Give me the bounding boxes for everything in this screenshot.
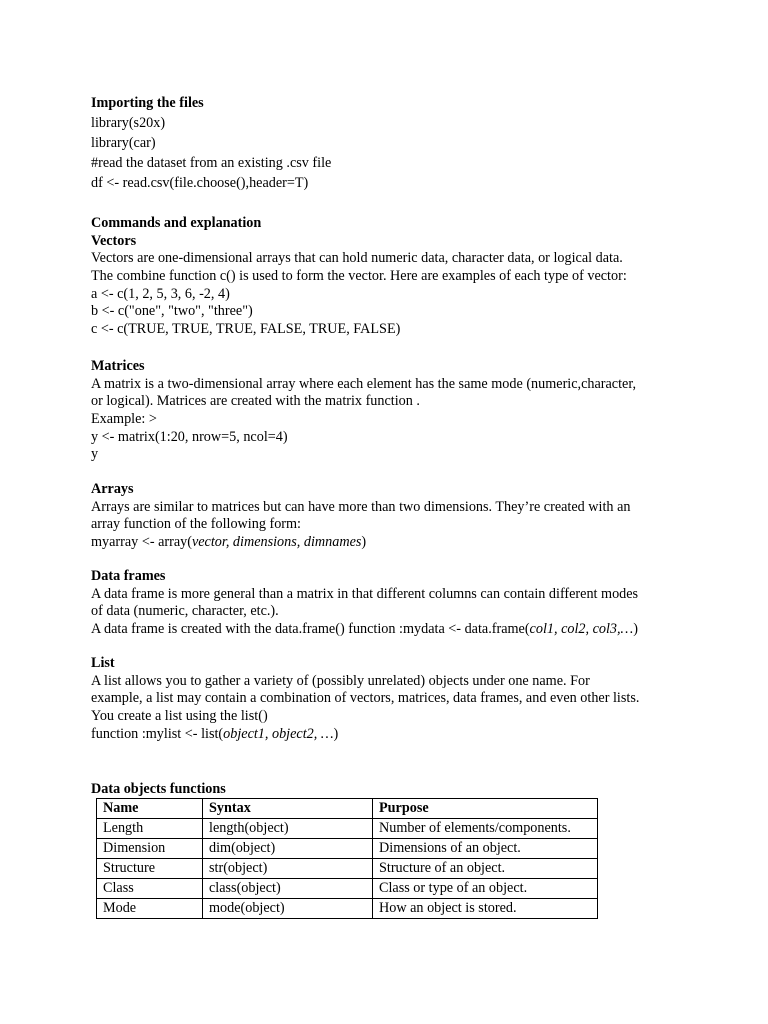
dataframes-section [91,568,681,639]
functions-section [91,779,681,799]
text-line: Vectors are one-dimensional arrays that can hold numeric data, character data, or logical data. [91,250,623,267]
column-header-name: Name [97,799,203,819]
table-row [97,879,598,899]
list-section [91,655,681,743]
code-line: a <- c(1, 2, 5, 3, 6, -2, 4) [91,285,230,302]
vectors-section [91,215,681,339]
code-args: col1, col2, col3,… [529,621,634,638]
code-suffix: ) [633,621,638,638]
table-row [97,839,598,859]
code-args: object1, object2, … [223,725,334,742]
table-cell: Structure of an object. [373,859,598,879]
text-line [91,621,681,639]
importing-section [91,93,681,193]
text-line: Arrays are similar to matrices but can have more than two dimensions. They’re created with an [91,498,631,515]
code-line [91,534,681,552]
functions-table [96,798,598,919]
table-cell: Structure [97,859,203,879]
table-cell: Dimensions of an object. [373,839,598,859]
code-prefix: A data frame is created with the data.frame() function :mydata <- data.frame( [91,621,530,638]
matrices-heading: Matrices [91,358,145,374]
code-line: y <- matrix(1:20, nrow=5, ncol=4) [91,428,288,445]
code-prefix: function :mylist <- list( [91,725,224,742]
table-cell: Mode [97,899,203,919]
table-cell: length(object) [203,819,373,839]
table-row [97,819,598,839]
text-line: array function of the following form: [91,516,301,533]
code-suffix: ) [333,725,339,742]
table-cell: Length [97,819,203,839]
table-cell: dim(object) [203,839,373,859]
code-line: library(car) [91,135,156,151]
table-cell: str(object) [203,859,373,879]
table-row [97,859,598,879]
table-cell: mode(object) [203,899,373,919]
table-cell: class(object) [203,879,373,899]
list-heading: List [91,655,115,671]
code-line: df <- read.csv(file.choose(),header=T) [91,175,309,191]
table-cell: Number of elements/components. [373,819,598,839]
column-header-purpose: Purpose [373,799,598,819]
code-line: #read the dataset from an existing .csv file [91,155,332,171]
text-line: The combine function c() is used to form the vector. Here are examples of each type of vector: [91,268,627,285]
text-line: A matrix is a two-dimensional array where each element has the same mode (numeric,character, [91,375,637,392]
table-cell: Class [97,879,203,899]
text-line: A list allows you to gather a variety of (possibly unrelated) objects under one name. For [91,672,590,689]
matrices-section [91,358,681,464]
arrays-section [91,481,681,552]
text-line: A data frame is more general than a matrix in that different columns can contain different modes [91,585,639,602]
text-line: Example: > [91,411,157,428]
code-prefix: myarray <- array( [91,534,192,551]
text-line: You create a list using the list() [91,708,268,725]
code-suffix: ) [361,534,367,551]
dataframes-heading: Data frames [91,568,166,584]
code-args: vector, dimensions, dimnames [191,534,362,551]
table-row [97,899,598,919]
column-header-syntax: Syntax [203,799,373,819]
code-line [91,726,681,744]
code-line: b <- c("one", "two", "three") [91,303,253,320]
text-line: of data (numeric, character, etc.). [91,603,279,620]
commands-heading: Commands and explanation [91,215,262,231]
code-line: library(s20x) [91,115,166,131]
arrays-heading: Arrays [91,481,134,497]
table-cell: Dimension [97,839,203,859]
functions-heading: Data objects functions [91,781,226,797]
code-line: y [91,446,99,463]
table-header-row [97,799,598,819]
table-cell: How an object is stored. [373,899,598,919]
vectors-heading: Vectors [91,232,137,249]
text-line: example, a list may contain a combination of vectors, matrices, data frames, and even other lists. [91,690,640,707]
code-line: c <- c(TRUE, TRUE, TRUE, FALSE, TRUE, FALSE) [91,321,401,338]
table-cell: Class or type of an object. [373,879,598,899]
text-line: or logical). Matrices are created with the matrix function . [91,393,420,410]
importing-heading: Importing the files [91,95,204,111]
